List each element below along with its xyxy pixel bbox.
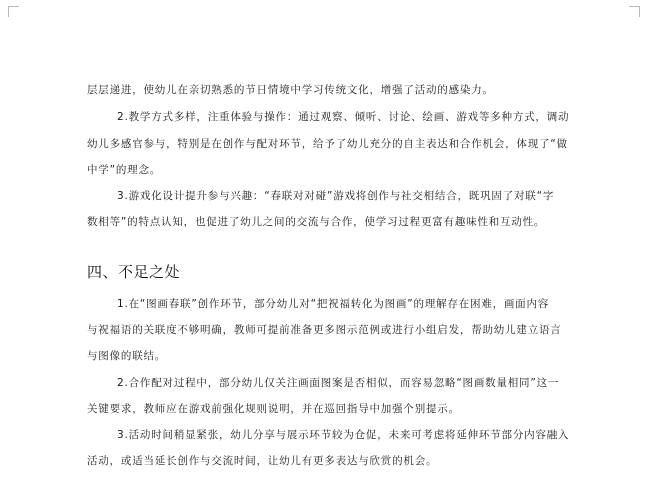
paragraph-line: 1.在“图画春联”创作环节，部分幼儿对“把祝福转化为图画”的理解存在困难，画面内容 xyxy=(117,298,550,310)
paragraph-line: 3.游戏化设计提升参与兴趣：“春联对对碰”游戏将创作与社交相结合，既巩固了对联“字 xyxy=(117,190,555,202)
paragraph-line: 活动，或适当延长创作与交流时间，让幼儿有更多表达与欣赏的机会。 xyxy=(87,455,438,467)
paragraph-line: 与图像的联结。 xyxy=(87,350,167,362)
paragraph-line: 中学”的理念。 xyxy=(87,164,162,176)
paragraph-line: 2.合作配对过程中，部分幼儿仅关注画面图案是否相似，而容易忽略“图画数量相同”这一 xyxy=(117,377,560,389)
page-corner-mark-top-left xyxy=(8,6,19,17)
page-corner-mark-top-right xyxy=(629,6,640,17)
paragraph-line: 数相等”的特点认知，也促进了幼儿之间的交流与合作，使学习过程更富有趣味性和互动性。 xyxy=(87,216,546,228)
paragraph-line: 3.活动时间稍显紧张，幼儿分享与展示环节较为仓促，未来可考虑将延伸环节部分内容融入 xyxy=(117,429,570,441)
paragraph-line: 2.教学方式多样，注重体验与操作：通过观察、倾听、讨论、绘画、游戏等多种方式，调动 xyxy=(117,111,570,123)
paragraph-line: 关键要求，教师应在游戏前强化规则说明，并在巡回指导中加强个别提示。 xyxy=(87,403,460,415)
paragraph-line: 层层递进，使幼儿在亲切熟悉的节日情境中学习传统文化，增强了活动的感染力。 xyxy=(87,84,494,96)
section-heading: 四、不足之处 xyxy=(87,263,181,281)
paragraph-line: 与祝福语的关联度不够明确，教师可提前准备更多图示范例或进行小组启发，帮助幼儿建立语言 xyxy=(87,324,562,336)
paragraph-line: 幼儿多感官参与，特别是在创作与配对环节，给予了幼儿充分的自主表达和合作机会，体现了“做 xyxy=(87,138,568,150)
